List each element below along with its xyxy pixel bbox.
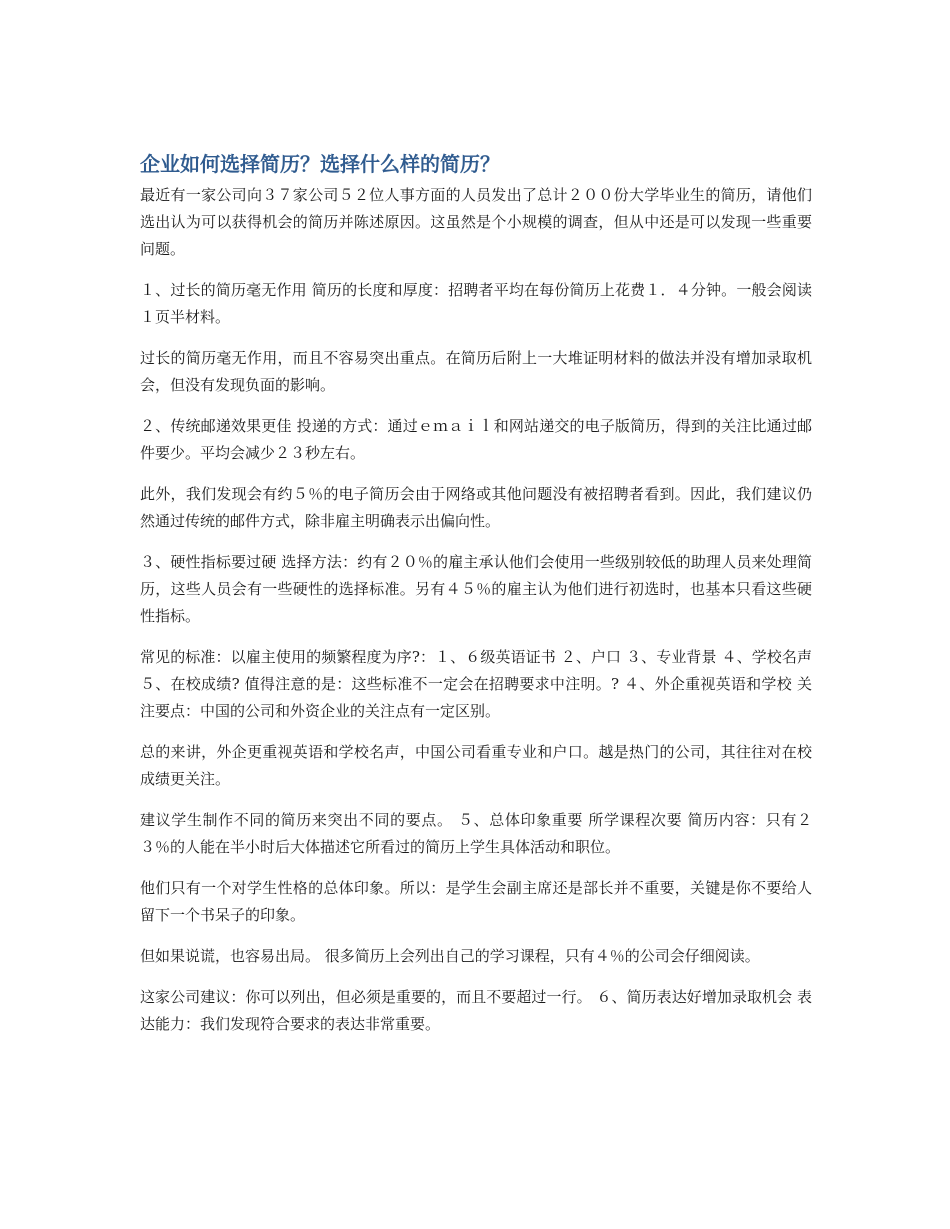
paragraph-point-2: ２、传统邮递效果更佳 投递的方式：通过ｅｍａｉｌ和网站递交的电子版简历，得到的关注比通过邮件要少。平均会减少２３秒左右。 [140, 417, 812, 462]
paragraph-courses: 但如果说谎，也容易出局。 很多简历上会列出自己的学习课程，只有４％的公司会仔细阅读。 [140, 947, 760, 965]
paragraph-point-5: 建议学生制作不同的简历来突出不同的要点。 ５、总体印象重要 所学课程次要 简历内容：只有２３％的人能在半小时后大体描述它所看过的简历上学生具体活动和职位。 [140, 811, 812, 856]
paragraph-common-standards: 常见的标准：以雇主使用的频繁程度为序?：１、６级英语证书 ２、户口 ３、专业背景 ４、学校名声 ５、在校成绩? 值得注意的是：这些标准不一定会在招聘要求中注明。? ４、外企重视英语和学校 关注要点：中国的公司和外资企业的关注点有一定区别。 [140, 648, 812, 720]
paragraph-point-3: ３、硬性指标要过硬 选择方法：约有２０％的雇主承认他们会使用一些级别较低的助理人员来处理简历，这些人员会有一些硬性的选择标准。另有４５％的雇主认为他们进行初选时，也基本只看这些硬性指标。 [140, 553, 812, 625]
paragraph-point-2-detail: 此外，我们发现会有约５％的电子简历会由于网络或其他问题没有被招聘者看到。因此，我们建议仍然通过传统的邮件方式，除非雇主明确表示出偏向性。 [140, 485, 812, 530]
document-title: 企业如何选择简历？选择什么样的简历？ [140, 152, 500, 176]
paragraph-point-1: １、过长的简历毫无作用 简历的长度和厚度：招聘者平均在每份简历上花费１．４分钟。一般会阅读１页半材料。 [140, 281, 812, 326]
paragraph-point-5-detail: 他们只有一个对学生性格的总体印象。所以：是学生会副主席还是部长并不重要，关键是你不要给人留下一个书呆子的印象。 [140, 879, 812, 924]
paragraph-point-6: 这家公司建议：你可以列出，但必须是重要的，而且不要超过一行。 ６、简历表达好增加录取机会 表达能力：我们发现符合要求的表达非常重要。 [140, 988, 812, 1033]
paragraph-point-4-detail: 总的来讲，外企更重视英语和学校名声，中国公司看重专业和户口。越是热门的公司，其往往对在校成绩更关注。 [140, 743, 812, 788]
paragraph-intro: 最近有一家公司向３７家公司５２位人事方面的人员发出了总计２００份大学毕业生的简历，请他们选出认为可以获得机会的简历并陈述原因。这虽然是个小规模的调查，但从中还是可以发现一些重要问题。 [140, 186, 812, 258]
document-body [140, 148, 812, 1038]
paragraph-point-1-detail: 过长的简历毫无作用，而且不容易突出重点。在简历后附上一大堆证明材料的做法并没有增加录取机会，但没有发现负面的影响。 [140, 349, 812, 394]
